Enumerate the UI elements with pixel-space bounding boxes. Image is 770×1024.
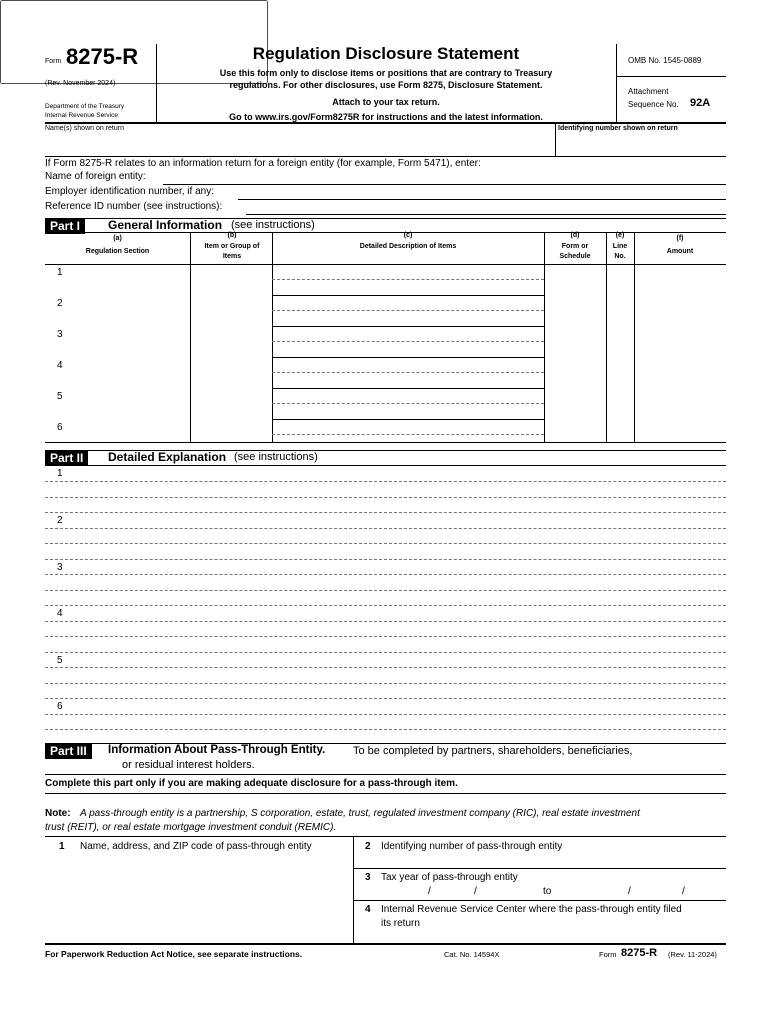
- col-b-label: Item or Group of Items: [204, 243, 260, 260]
- slash: /: [428, 886, 431, 897]
- form-schedule-input[interactable]: [546, 357, 604, 387]
- line-no-input[interactable]: [608, 388, 632, 418]
- col-c-letter: (c): [403, 232, 413, 239]
- explanation-input[interactable]: [70, 560, 725, 574]
- item-group-input[interactable]: [192, 326, 270, 356]
- explanation-input[interactable]: [70, 466, 725, 480]
- paperwork-notice: For Paperwork Reduction Act Notice, see separate instructions.: [45, 949, 303, 959]
- part3-title: Information About Pass-Through Entity.: [108, 744, 326, 756]
- reference-id-input[interactable]: [248, 200, 725, 213]
- item-group-input[interactable]: [192, 295, 270, 325]
- amount-input[interactable]: [636, 419, 724, 441]
- item-group-input[interactable]: [192, 388, 270, 418]
- to-label: to: [543, 886, 552, 897]
- tax-year-end-month[interactable]: [590, 886, 626, 899]
- part3-title-rest2: or residual interest holders.: [122, 759, 255, 771]
- foreign-entity-intro: If Form 8275-R relates to an information return for a foreign entity (for example, Form 5471), enter:: [45, 158, 481, 169]
- goto-link-text[interactable]: Go to www.irs.gov/Form8275R for instructions and the latest information.: [229, 112, 543, 122]
- part1-title-note: (see instructions): [231, 219, 315, 231]
- irs-line: Internal Revenue Service: [45, 112, 118, 119]
- reference-id-label: Reference ID number (see instructions):: [45, 201, 223, 212]
- form-schedule-input[interactable]: [546, 326, 604, 356]
- p3-line4-number: 4: [365, 904, 371, 915]
- tax-year-begin-year[interactable]: [482, 886, 538, 899]
- col-a-letter: (a): [113, 235, 122, 242]
- irs-center-input[interactable]: [430, 916, 724, 931]
- part1-title: General Information: [108, 218, 223, 232]
- part3-complete-note: Complete this part only if you are making adequate disclosure for a pass-through item.: [45, 778, 458, 789]
- sequence-number: 92A: [690, 97, 711, 109]
- description-input[interactable]: [274, 357, 542, 372]
- form-word: Form: [45, 58, 62, 65]
- description-input[interactable]: [274, 264, 542, 279]
- attach-note: Attach to your tax return.: [332, 97, 440, 107]
- name-shown-on-return-input[interactable]: [45, 138, 550, 154]
- row-number: 1: [57, 267, 63, 278]
- part3-title-rest: To be completed by partners, shareholders, beneficiaries,: [353, 745, 633, 757]
- amount-input[interactable]: [636, 326, 724, 356]
- slash: /: [628, 886, 631, 897]
- col-d-label: Form or Schedule: [559, 243, 591, 260]
- explanation-input[interactable]: [70, 653, 725, 667]
- p3-line1-label: Name, address, and ZIP code of pass-through entity: [80, 841, 312, 852]
- form-schedule-input[interactable]: [546, 419, 604, 441]
- col-f-label: Amount: [666, 248, 694, 255]
- note-label: Note:: [45, 808, 71, 819]
- omb-number: OMB No. 1545-0889: [628, 56, 702, 65]
- regulation-section-input[interactable]: [70, 326, 188, 356]
- regulation-section-input[interactable]: [70, 264, 188, 294]
- p3-line2-number: 2: [365, 841, 371, 852]
- p3-line3-label: Tax year of pass-through entity: [381, 872, 518, 883]
- form-title: Regulation Disclosure Statement: [252, 44, 520, 63]
- regulation-section-input[interactable]: [70, 419, 188, 441]
- amount-input[interactable]: [636, 388, 724, 418]
- item-group-input[interactable]: [192, 357, 270, 387]
- note-line2: trust (REIT), or real estate mortgage investment conduit (REMIC).: [45, 822, 337, 833]
- col-d-letter: (d): [570, 232, 580, 239]
- col-c-label: Detailed Description of Items: [359, 243, 457, 250]
- row-number: 2: [57, 298, 63, 309]
- footer-revision: (Rev. 11-2024): [668, 950, 717, 959]
- id-number-label: Identifying number shown on return: [558, 125, 678, 132]
- p3-line3-number: 3: [365, 872, 371, 883]
- col-a-label: Regulation Section: [85, 248, 150, 255]
- row-number: 4: [57, 360, 63, 371]
- explanation-number: 4: [57, 608, 63, 619]
- regulation-section-input[interactable]: [70, 295, 188, 325]
- row-number: 6: [57, 422, 63, 433]
- part3-tag: Part III: [45, 743, 92, 759]
- part2-title-note: (see instructions): [234, 451, 318, 463]
- item-group-input[interactable]: [192, 264, 270, 294]
- part1-tag: Part I: [45, 218, 85, 234]
- attachment-label: Attachment: [628, 87, 669, 96]
- explanation-number: 1: [57, 468, 63, 479]
- names-label: Name(s) shown on return: [45, 125, 124, 132]
- line-no-input[interactable]: [608, 326, 632, 356]
- explanation-number: 5: [57, 655, 63, 666]
- revision-date: (Rev. November 2024): [45, 80, 116, 87]
- description-input[interactable]: [274, 295, 542, 310]
- item-group-input[interactable]: [192, 419, 270, 441]
- part2-tag: Part II: [45, 450, 88, 466]
- footer-form-number: 8275-R: [621, 947, 658, 959]
- explanation-number: 2: [57, 515, 63, 526]
- tax-year-begin-day[interactable]: [436, 886, 472, 899]
- explanation-input[interactable]: [70, 699, 725, 713]
- row-number: 3: [57, 329, 63, 340]
- col-e-letter: (e): [615, 232, 625, 239]
- line-no-input[interactable]: [608, 264, 632, 294]
- p3-line2-label: Identifying number of pass-through entity: [381, 841, 563, 852]
- footer-form-word: Form: [599, 950, 617, 959]
- part2-title: Detailed Explanation: [108, 450, 227, 464]
- regulation-section-input[interactable]: [70, 357, 188, 387]
- tax-year-end-day[interactable]: [636, 886, 680, 899]
- catalog-number: Cat. No. 14594X: [444, 950, 500, 959]
- slash: /: [474, 886, 477, 897]
- form-schedule-input[interactable]: [546, 264, 604, 294]
- p3-line4-label-a: Internal Revenue Service Center where the pass-through entity filed: [381, 904, 682, 915]
- form-schedule-input[interactable]: [546, 295, 604, 325]
- col-e-label: Line No.: [612, 243, 628, 260]
- explanation-input[interactable]: [70, 513, 725, 527]
- p3-line1-number: 1: [59, 841, 65, 852]
- pass-through-id-input[interactable]: [381, 853, 724, 867]
- amount-input[interactable]: [636, 295, 724, 325]
- form-number: 8275-R: [66, 44, 139, 69]
- line-no-input[interactable]: [608, 419, 632, 441]
- slash: /: [682, 886, 685, 897]
- description-input[interactable]: [274, 326, 542, 341]
- description-input[interactable]: [274, 419, 542, 433]
- tax-year-end-year[interactable]: [690, 886, 724, 899]
- row-number: 5: [57, 391, 63, 402]
- note-line1: A pass-through entity is a partnership, S corporation, estate, trust, regulated investment company (RIC), real estate investment: [80, 808, 640, 819]
- foreign-entity-name-input[interactable]: [165, 170, 725, 183]
- foreign-ein-input[interactable]: [240, 185, 725, 198]
- col-f-letter: (f): [676, 235, 684, 242]
- sequence-label: Sequence No.: [628, 100, 679, 109]
- identifying-number-input[interactable]: [558, 138, 724, 154]
- description-input[interactable]: [274, 388, 542, 403]
- form-schedule-input[interactable]: [546, 388, 604, 418]
- explanation-input[interactable]: [70, 606, 725, 620]
- line-no-input[interactable]: [608, 357, 632, 387]
- p3-line4-label-b: its return: [381, 918, 420, 929]
- tax-year-begin-month[interactable]: [390, 886, 426, 899]
- department-line: Department of the Treasury: [45, 103, 125, 110]
- col-b-letter: (b): [227, 232, 237, 239]
- explanation-number: 3: [57, 562, 63, 573]
- explanation-number: 6: [57, 701, 63, 712]
- foreign-ein-label: Employer identification number, if any:: [45, 186, 214, 197]
- regulation-section-input[interactable]: [70, 388, 188, 418]
- amount-input[interactable]: [636, 357, 724, 387]
- form-instructions-line2: regulations. For other disclosures, use Form 8275, Disclosure Statement.: [229, 80, 543, 90]
- foreign-entity-name-label: Name of foreign entity:: [45, 171, 146, 182]
- line-no-input[interactable]: [608, 295, 632, 325]
- amount-input[interactable]: [636, 264, 724, 294]
- form-instructions-line1: Use this form only to disclose items or positions that are contrary to Treasury: [219, 68, 553, 78]
